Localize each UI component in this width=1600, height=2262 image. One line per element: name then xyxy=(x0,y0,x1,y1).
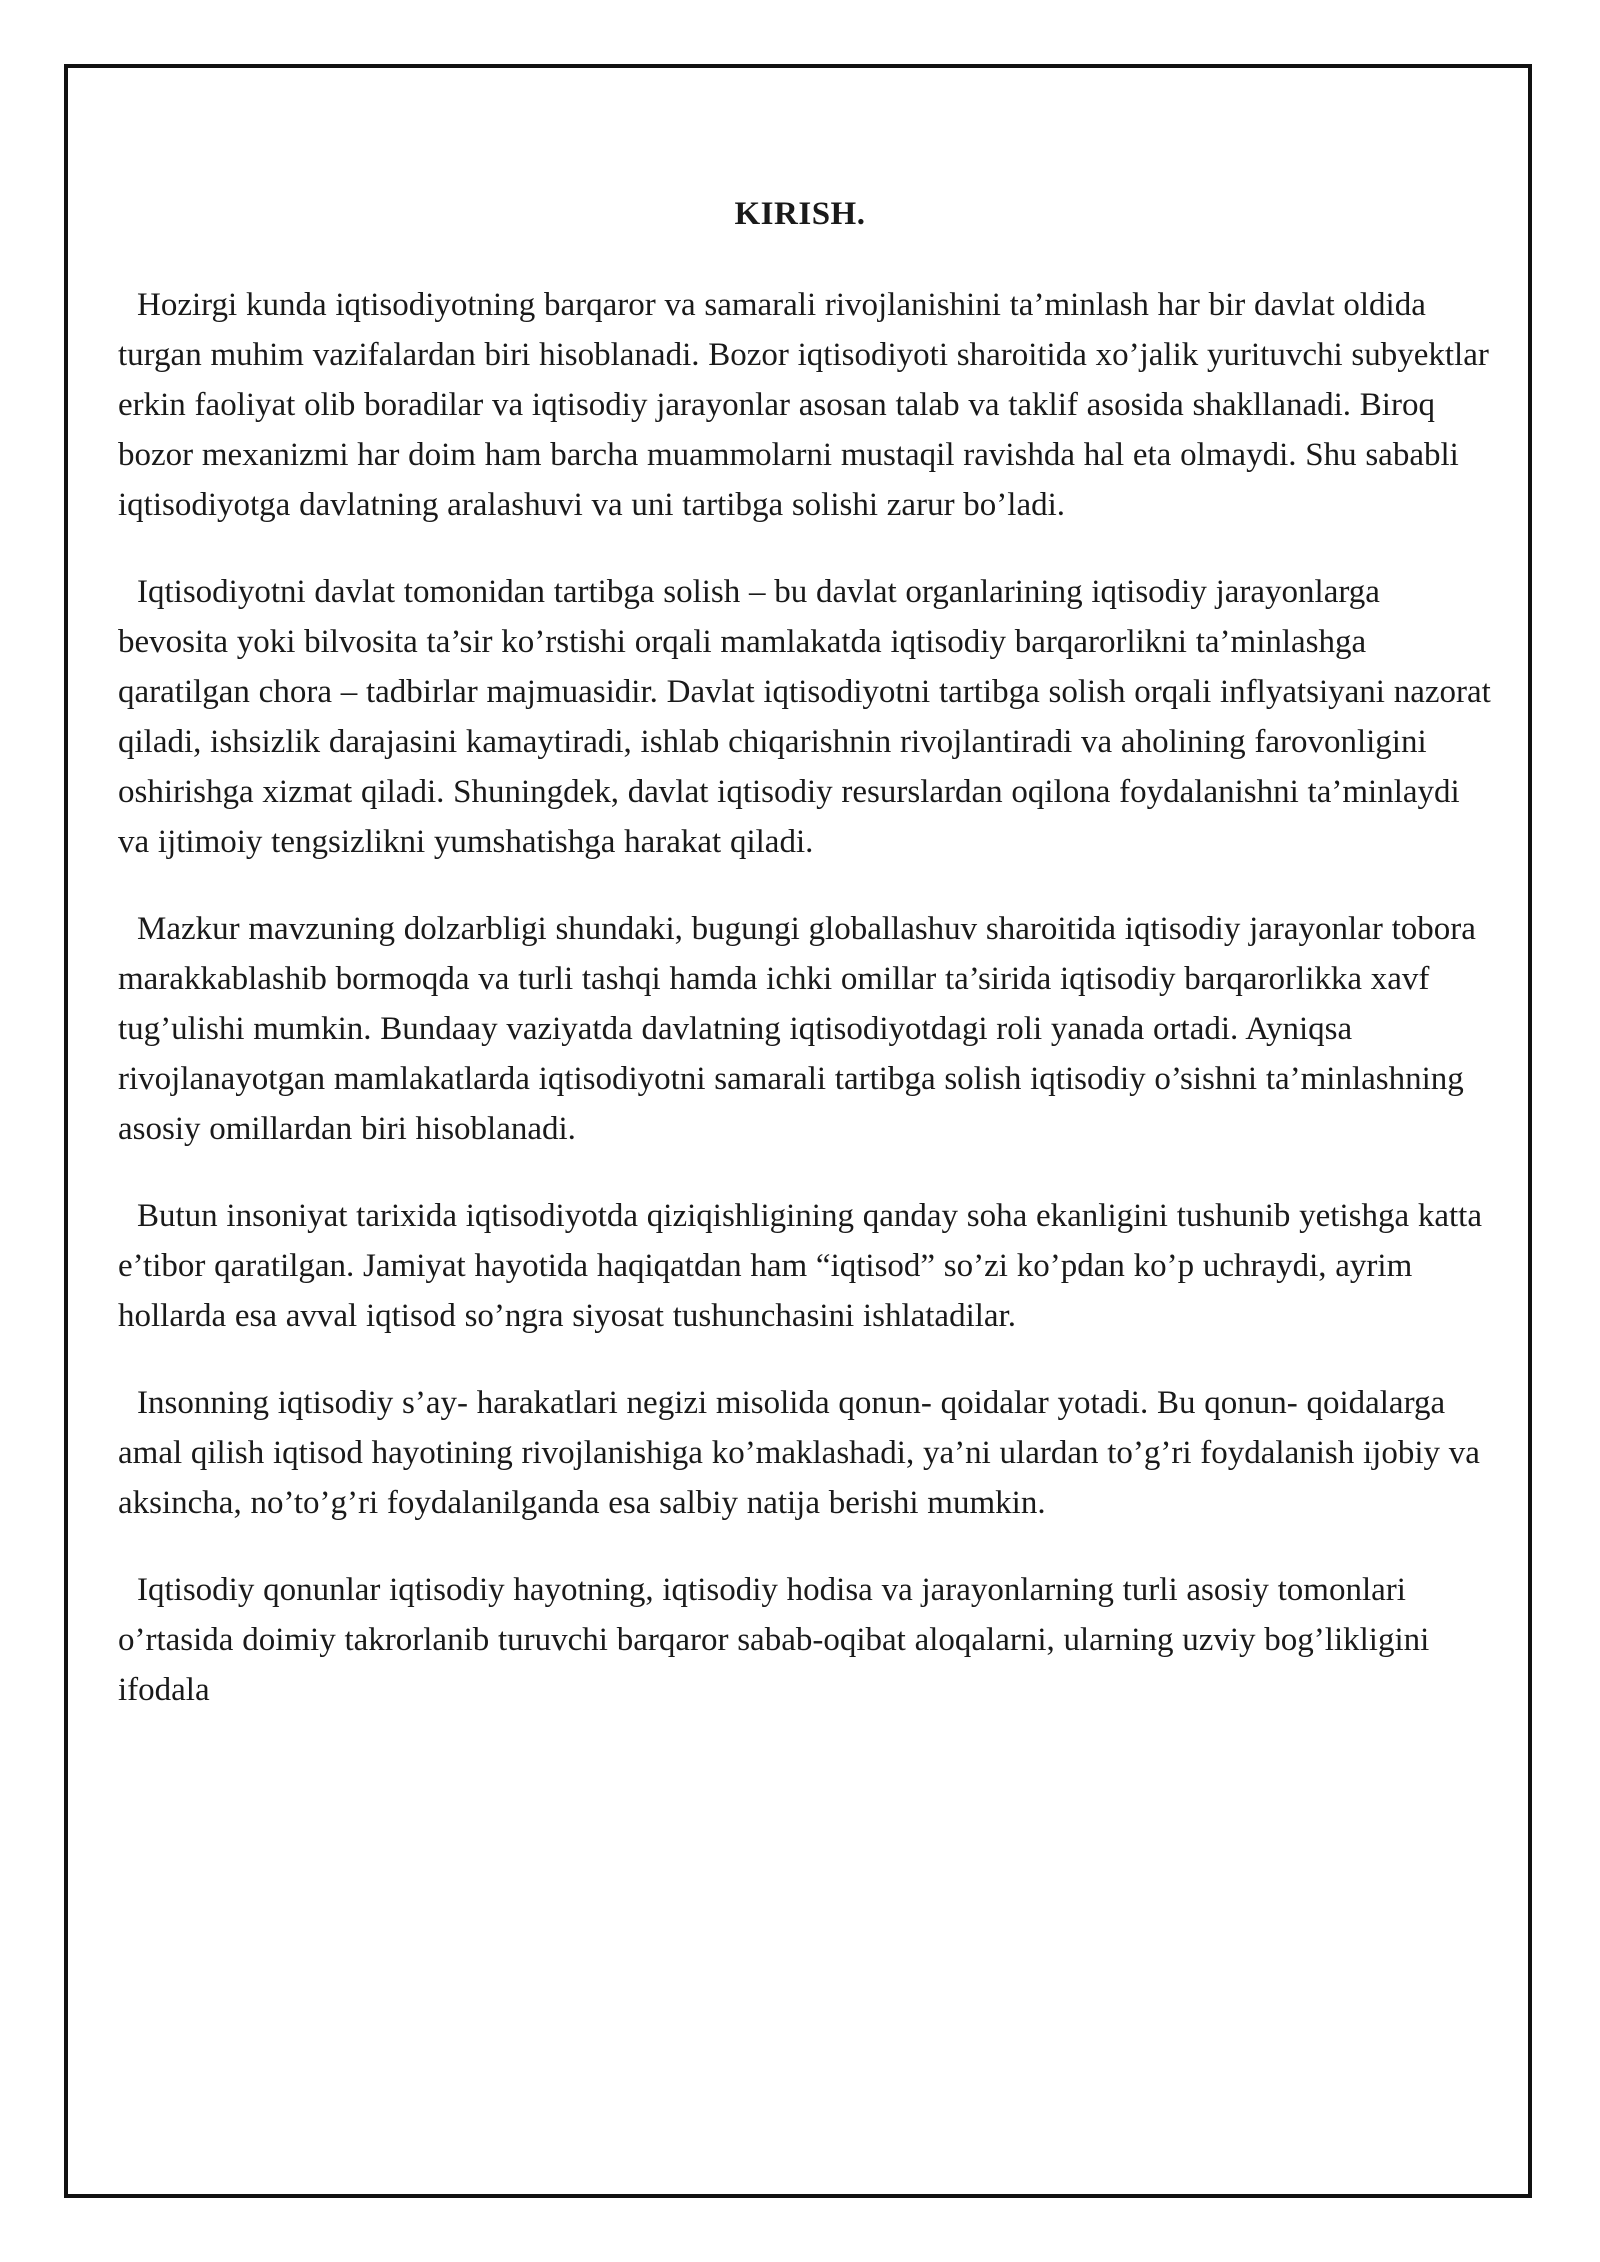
document-body xyxy=(118,280,1498,1752)
paragraph: Hozirgi kunda iqtisodiyotning barqaror va samarali rivojlanishini ta’minlash har bir davlat oldida turgan muhim vazifalardan biri hisoblanadi. Bozor iqtisodiyoti sharoitida xo’jalik yurituvchi subyektlar erkin faoliyat olib boradilar va iqtisodiy jarayonlar asosan talab va taklif asosida shakllanadi. Biroq bozor mexanizmi har doim ham barcha muammolarni mustaqil ravishda hal eta olmaydi. Shu sababli iqtisodiyotga davlatning aralashuvi va uni tartibga solishi zarur bo’ladi. xyxy=(118,287,1489,523)
page-title: KIRISH. xyxy=(734,196,866,232)
paragraph: Iqtisodiyotni davlat tomonidan tartibga solish – bu davlat organlarining iqtisodiy jarayonlarga bevosita yoki bilvosita ta’sir ko’rstishi orqali mamlakatda iqtisodiy barqarorlikni ta’minlashga qaratilgan chora – tadbirlar majmuasidir. Davlat iqtisodiyotni tartibga solish orqali inflyatsiyani nazorat qiladi, ishsizlik darajasini kamaytiradi, ishlab chiqarishnin rivojlantiradi va aholining farovonligini oshirishga xizmat qiladi. Shuningdek, davlat iqtisodiy resurslardan oqilona foydalanishni ta’minlaydi va ijtimoiy tengsizlikni yumshatishga harakat qiladi. xyxy=(118,574,1491,860)
paragraph: Iqtisodiy qonunlar iqtisodiy hayotning, iqtisodiy hodisa va jarayonlarning turli asosiy tomonlari o’rtasida doimiy takrorlanib turuvchi barqaror sabab-oqibat aloqalarni, ularning uzviy bog’likligini ifodala xyxy=(118,1572,1430,1708)
paragraph: Insonning iqtisodiy s’ay- harakatlari negizi misolida qonun- qoidalar yotadi. Bu qonun- qoidalarga amal qilish iqtisod hayotining rivojlanishiga ko’maklashadi, ya’ni ulardan to’g’ri foydalanish ijobiy va aksincha, no’to’g’ri foydalanilganda esa salbiy natija berishi mumkin. xyxy=(118,1385,1480,1521)
paragraph: Butun insoniyat tarixida iqtisodiyotda qiziqishligining qanday soha ekanligini tushunib yetishga katta e’tibor qaratilgan. Jamiyat hayotida haqiqatdan ham “iqtisod” so’zi ko’pdan ko’p uchraydi, ayrim hollarda esa avval iqtisod so’ngra siyosat tushunchasini ishlatadilar. xyxy=(118,1198,1482,1334)
paragraph: Mazkur mavzuning dolzarbligi shundaki, bugungi globallashuv sharoitida iqtisodiy jarayonlar tobora marakkablashib bormoqda va turli tashqi hamda ichki omillar ta’sirida iqtisodiy barqarorlikka xavf tug’ulishi mumkin. Bundaay vaziyatda davlatning iqtisodiyotdagi roli yanada ortadi. Ayniqsa rivojlanayotgan mamlakatlarda iqtisodiyotni samarali tartibga solish iqtisodiy o’sishni ta’minlashning asosiy omillardan biri hisoblanadi. xyxy=(118,911,1476,1147)
